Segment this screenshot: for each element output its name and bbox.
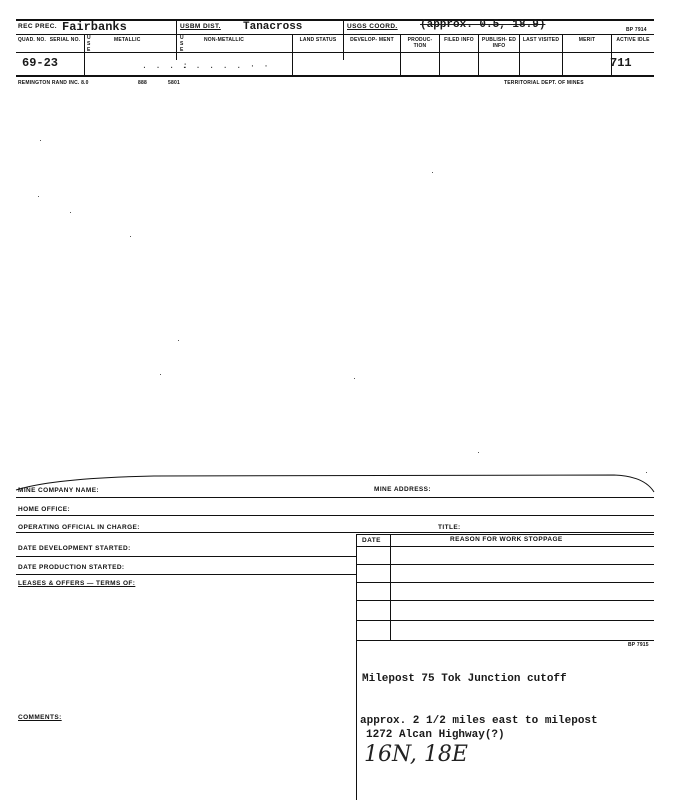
stoppage-table-bottom-border	[356, 640, 654, 641]
comments-label: COMMENTS:	[18, 714, 62, 721]
col-quad-no: QUAD. NO.	[17, 37, 47, 43]
stoppage-reason-header: REASON FOR WORK STOPPAGE	[450, 536, 563, 543]
top-card-bottom-border	[16, 75, 654, 77]
scan-speck	[478, 452, 479, 453]
stoppage-table-row-line	[356, 546, 654, 547]
col-development: DEVELOP- MENT	[350, 37, 394, 43]
mine-address-label: MINE ADDRESS:	[374, 486, 431, 493]
note-line-3: 1272 Alcan Highway(?)	[366, 729, 505, 741]
col-metallic-flag: U S E	[87, 35, 91, 53]
date-development-started-label: DATE DEVELOPMENT STARTED:	[18, 545, 131, 552]
stoppage-table-top-border	[356, 534, 654, 535]
rec-prec-value: Fairbanks	[62, 20, 127, 34]
usbm-divider	[176, 20, 177, 60]
col-production: PRODUC- TION	[407, 37, 433, 49]
official-row-line	[16, 532, 654, 533]
rec-prec-label: REC PREC.	[18, 23, 57, 30]
printer-code-2: 5801	[168, 80, 180, 86]
handwritten-township-range: 16N, 18E	[364, 742, 468, 767]
stoppage-table-row-line	[356, 564, 654, 565]
usbm-dist-label: USBM DIST.	[180, 23, 221, 30]
col-active-idle: ACTIVE IDLE	[616, 37, 650, 43]
card-top-curve	[14, 470, 656, 496]
column-header-divider	[16, 52, 654, 53]
scan-speck	[130, 236, 131, 237]
home-office-line	[16, 515, 654, 516]
note-line-1: Milepost 75 Tok Junction cutoff	[362, 673, 567, 685]
col-published-info: PUBLISH- ED INFO	[481, 37, 517, 49]
production-started-line	[16, 574, 356, 575]
scan-speck	[40, 140, 41, 141]
stoppage-date-header: DATE	[362, 537, 381, 544]
stoppage-table-row-line	[356, 620, 654, 621]
metallic-dots: . . . :	[142, 62, 190, 71]
usgs-coord-value: (approx. 0.5, 18.9)	[420, 19, 546, 31]
scan-speck	[70, 212, 71, 213]
usbm-dist-value: Tanacross	[243, 21, 303, 33]
printer-code-1: 888	[138, 80, 147, 86]
stoppage-table-row-line	[356, 582, 654, 583]
comments-divider	[356, 640, 357, 800]
date-production-started-label: DATE PRODUCTION STARTED:	[18, 564, 125, 571]
col-merit: MERIT	[578, 37, 596, 43]
scan-speck	[432, 172, 433, 173]
stoppage-table-date-divider	[390, 534, 391, 640]
col-divider-1	[84, 35, 85, 75]
mine-row-line	[16, 497, 654, 498]
leases-offers-label: LEASES & OFFERS — TERMS OF:	[18, 580, 136, 587]
title-label: TITLE:	[438, 524, 461, 531]
nonmetallic-dots: . . . . . · ·	[182, 62, 271, 71]
scan-speck	[178, 340, 179, 341]
quad-serial-value: 69-23	[22, 56, 59, 70]
scan-speck	[354, 378, 355, 379]
scan-speck	[38, 196, 39, 197]
active-idle-value: 711	[610, 56, 632, 70]
stoppage-table-row-line	[356, 600, 654, 601]
note-line-2: approx. 2 1/2 miles east to milepost	[360, 715, 598, 727]
territorial-dept-label: TERRITORIAL DEPT. OF MINES	[504, 80, 584, 86]
usgs-coord-label: USGS COORD.	[347, 23, 398, 30]
col-nonmetallic: NON-METALLIC	[204, 37, 245, 43]
col-metallic: METALLIC	[114, 37, 141, 43]
form-number-bottom: BP 7915	[628, 642, 649, 648]
col-land-status: LAND STATUS	[299, 37, 337, 43]
operating-official-label: OPERATING OFFICIAL IN CHARGE:	[18, 524, 140, 531]
stoppage-table-left-border	[356, 534, 357, 640]
mine-company-name-label: MINE COMPANY NAME:	[18, 487, 99, 494]
scan-speck	[160, 374, 161, 375]
header-row-divider	[16, 34, 654, 35]
col-serial-no: SERIAL NO.	[49, 37, 81, 43]
form-number-top: BP 7914	[626, 27, 647, 33]
home-office-label: HOME OFFICE:	[18, 506, 71, 513]
development-started-line	[16, 556, 356, 557]
printer-credit: REMINGTON RAND INC. 8.0	[18, 80, 89, 86]
col-nonmetallic-flag: U S E	[180, 35, 184, 53]
col-filed-info: FILED INFO	[444, 37, 474, 43]
col-last-visited: LAST VISITED	[522, 37, 560, 43]
